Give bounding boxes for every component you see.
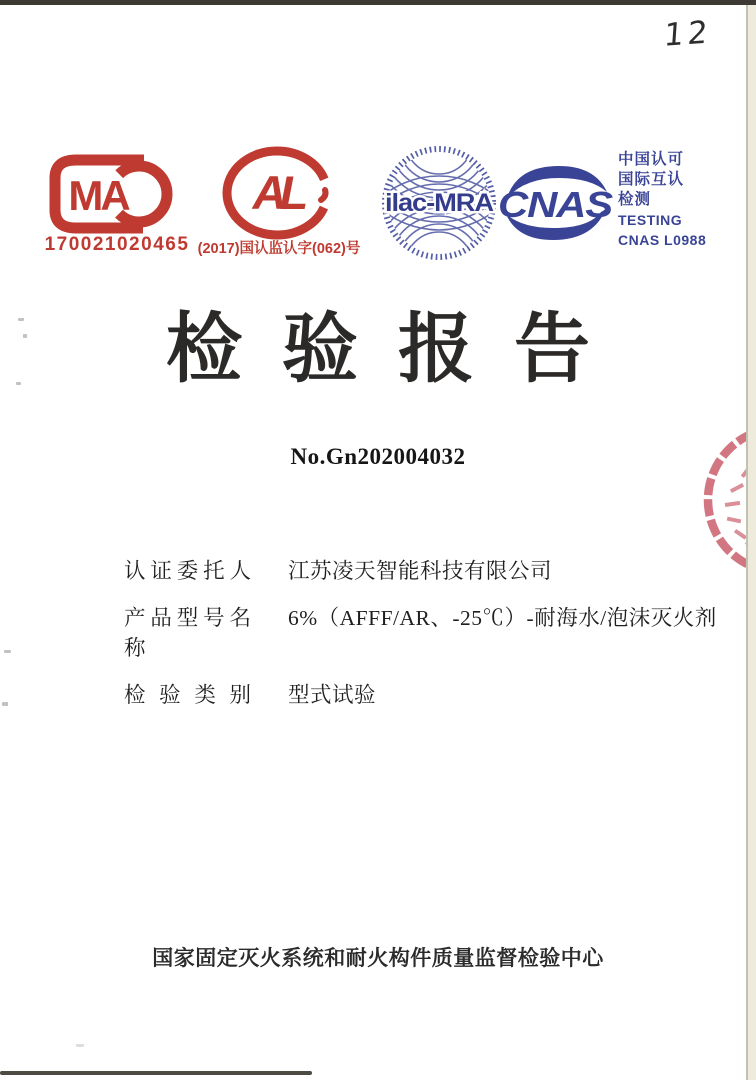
field-label-product-model: 产品型号名称 <box>124 606 251 660</box>
cma-certificate-number: 170021020465 <box>44 234 190 255</box>
al-accreditation-caption: (2017)国认监认字(062)号 <box>197 241 361 257</box>
cma-logo-icon <box>46 152 176 241</box>
cnas-line-cn-2: 国际互认 <box>618 171 685 188</box>
ilac-mra-logo-icon <box>381 145 497 266</box>
scan-edge-bottom <box>0 1071 312 1075</box>
al-letters: AL <box>252 166 302 219</box>
field-label-test-category: 检验类别 <box>124 683 251 707</box>
scan-speck <box>2 702 8 706</box>
al-accreditation-logo-icon <box>221 146 333 245</box>
inspection-center-name: 国家固定灭火系统和耐火构件质量监督检验中心 <box>152 947 604 970</box>
field-value-test-category: 型式试验 <box>288 683 377 707</box>
scan-edge-top <box>0 0 756 5</box>
cnas-line-cn-3: 检测 <box>618 191 652 208</box>
field-row-product-model <box>124 603 744 663</box>
field-value-product-model: 6%（AFFF/AR、-25℃）-耐海水/泡沫灭火剂 <box>288 606 717 630</box>
red-seal-stamp <box>694 418 746 584</box>
report-title: 检验报告 <box>166 307 630 392</box>
field-row-test-category <box>124 680 744 710</box>
cma-letters: MA <box>68 172 128 219</box>
accreditation-header <box>0 0 756 280</box>
cnas-line-registration: CNAS L0988 <box>618 232 707 248</box>
cnas-line-testing: TESTING <box>618 212 683 228</box>
field-row-applicant <box>124 556 744 586</box>
field-label-applicant: 认证委托人 <box>124 559 251 583</box>
handwritten-page-number: 12 <box>662 14 713 54</box>
report-number: No.Gn202004032 <box>290 444 466 469</box>
scan-edge-right <box>746 0 756 1080</box>
cnas-logo-icon <box>497 160 615 251</box>
scan-speck <box>76 1044 84 1047</box>
cnas-line-cn-1: 中国认可 <box>618 151 685 168</box>
field-value-applicant: 江苏凌天智能科技有限公司 <box>288 559 553 583</box>
ilac-mra-wordmark: ilac-MRA <box>385 189 495 217</box>
scan-speck <box>4 650 11 653</box>
cnas-text-block <box>618 150 706 250</box>
cnas-wordmark: CNAS <box>498 184 614 225</box>
report-fields <box>124 556 744 727</box>
